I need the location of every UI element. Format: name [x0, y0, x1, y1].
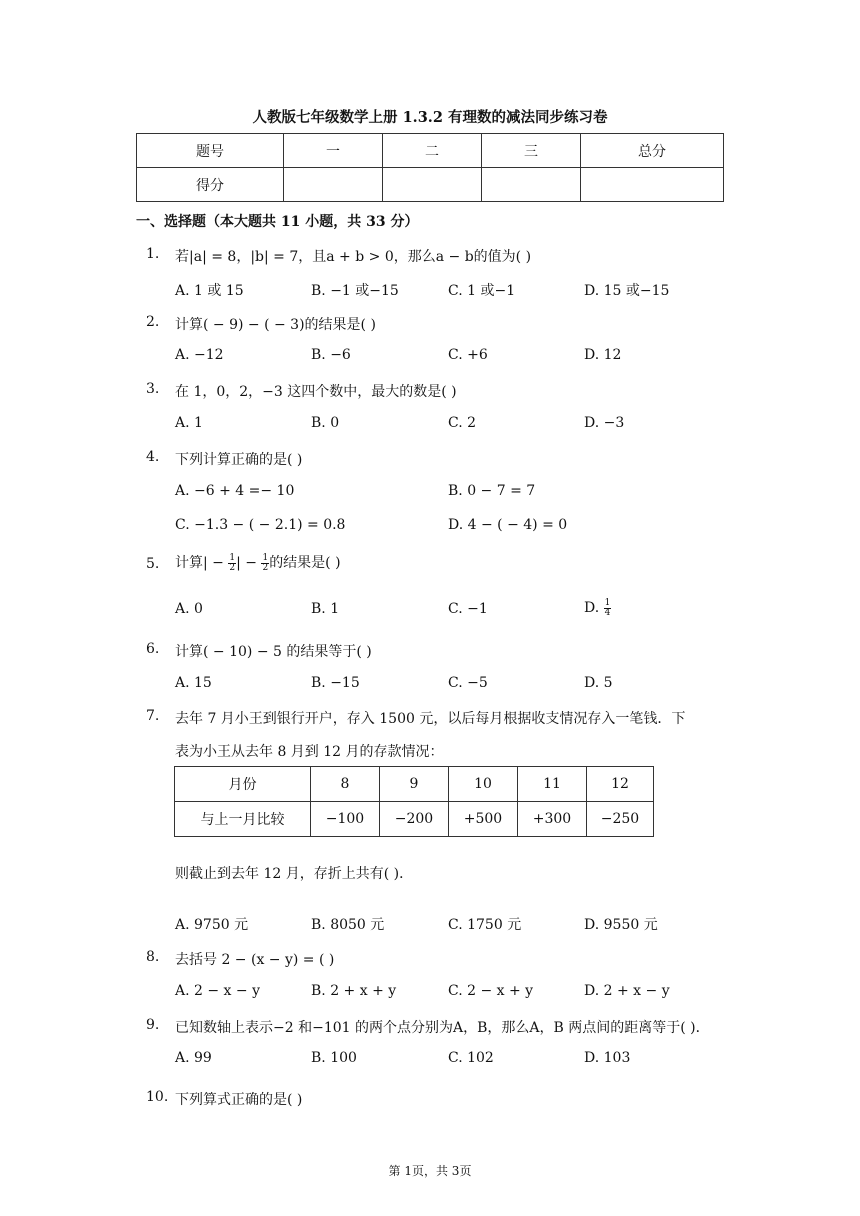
option-a: A. 15: [175, 675, 212, 691]
question-number: 8.: [146, 949, 160, 965]
question-text-part: 的结果是( ): [269, 555, 341, 571]
deposit-header-cell: 12: [587, 767, 654, 802]
option-c: C. 1750 元: [448, 917, 522, 933]
option-a: A. 9750 元: [175, 917, 249, 933]
question-text: 下列计算正确的是( ): [175, 452, 303, 468]
deposit-header-cell: 9: [380, 767, 449, 802]
score-table: [136, 133, 724, 202]
question-number: 7.: [146, 708, 160, 724]
deposit-cell: −250: [587, 802, 654, 837]
score-header-cell: 二: [383, 134, 482, 168]
option-c: C. 2 − x + y: [448, 983, 534, 999]
question-number: 4.: [146, 449, 160, 465]
question-text: 在 1，0，2，−3 这四个数中，最大的数是( ): [175, 384, 457, 400]
option-d: D. 2 + x − y: [584, 983, 670, 999]
question-text: 若|a| = 8，|b| = 7，且a + b > 0，那么a − b的值为( ): [175, 249, 532, 265]
question-text-part: | −: [236, 555, 262, 571]
option-d: D. 12: [584, 347, 622, 363]
question-text: 下列算式正确的是( ): [175, 1092, 303, 1108]
fraction-denominator: 2: [262, 562, 269, 573]
score-table-header-row: [137, 134, 724, 168]
option-a: A. 2 − x − y: [175, 983, 260, 999]
option-d: D. −3: [584, 415, 625, 431]
score-header-cell: 三: [482, 134, 581, 168]
question-text: 已知数轴上表示−2 和−101 的两个点分别为A，B，那么A，B 两点间的距离等于( )．: [175, 1020, 710, 1036]
score-cell: [284, 168, 383, 202]
option-c: C. −5: [448, 675, 488, 691]
document-title: 人教版七年级数学上册 1.3.2 有理数的减法同步练习卷: [252, 109, 608, 126]
option-b: B. −15: [311, 675, 360, 691]
score-cell: [383, 168, 482, 202]
option-d: D. 103: [584, 1050, 631, 1066]
question-number: 9.: [146, 1017, 160, 1033]
deposit-header-cell: 11: [518, 767, 587, 802]
score-header-cell: 一: [284, 134, 383, 168]
option-a: A. 99: [175, 1050, 212, 1066]
score-header-cell: 总分: [581, 134, 724, 168]
option-a: A. −12: [175, 347, 224, 363]
page-footer: 第 1页，共 3页: [388, 1164, 472, 1178]
deposit-cell: +500: [449, 802, 518, 837]
deposit-table: [174, 766, 654, 837]
fraction-denominator: 4: [604, 607, 611, 618]
option-c: C. +6: [448, 347, 488, 363]
fraction-numerator: 1: [604, 597, 611, 608]
option-d: D. 9550 元: [584, 917, 658, 933]
fraction-denominator: 2: [229, 562, 236, 573]
question-number: 6.: [146, 641, 160, 657]
fraction: [604, 599, 612, 618]
question-text: 计算( − 10) − 5 的结果等于( ): [175, 644, 372, 660]
option-a: A. 1: [175, 415, 203, 431]
score-table-row: [137, 168, 724, 202]
option-d: [584, 594, 611, 622]
fraction-numerator: 1: [229, 552, 236, 563]
deposit-cell: −200: [380, 802, 449, 837]
question-number: 10.: [146, 1089, 169, 1105]
fraction: [228, 554, 236, 573]
deposit-header-cell: 8: [311, 767, 380, 802]
option-c: C. −1.3 − ( − 2.1) = 0.8: [175, 517, 346, 533]
section-heading: 一、选择题（本大题共 11 小题，共 33 分）: [136, 214, 419, 230]
score-row-label: 得分: [137, 168, 284, 202]
question-number: 5.: [146, 556, 160, 572]
option-a: A. 0: [175, 601, 203, 617]
score-cell: [482, 168, 581, 202]
option-b: B. 100: [311, 1050, 357, 1066]
option-b: B. 1: [311, 601, 340, 617]
option-d: D. 5: [584, 675, 613, 691]
question-text-line3: 则截止到去年 12 月，存折上共有( )．: [175, 866, 414, 882]
deposit-header-cell: 10: [449, 767, 518, 802]
option-c: C. 2: [448, 415, 477, 431]
fraction-numerator: 1: [262, 552, 269, 563]
option-b: B. −1 或−15: [311, 283, 399, 299]
question-number: 3.: [146, 381, 160, 397]
score-cell: [581, 168, 724, 202]
option-a: A. 1 或 15: [175, 283, 244, 299]
option-d: D. 4 − ( − 4) = 0: [448, 517, 568, 533]
deposit-row: [175, 802, 654, 837]
option-c: C. 102: [448, 1050, 494, 1066]
question-text: [175, 549, 341, 577]
option-b: B. 0 − 7 = 7: [448, 483, 536, 499]
question-number: 1.: [146, 246, 160, 262]
deposit-header-row: [175, 767, 654, 802]
option-c: C. −1: [448, 601, 488, 617]
option-c: C. 1 或−1: [448, 283, 516, 299]
question-text-part: 计算| −: [175, 555, 229, 571]
question-text-line2: 表为小王从去年 8 月到 12 月的存款情况：: [175, 744, 444, 760]
question-text: 去括号 2 − (x − y) = ( ): [175, 952, 335, 968]
deposit-cell: +300: [518, 802, 587, 837]
option-b: B. 8050 元: [311, 917, 385, 933]
option-d: D. 15 或−15: [584, 283, 670, 299]
option-b: B. 0: [311, 415, 340, 431]
deposit-cell: −100: [311, 802, 380, 837]
question-number: 2.: [146, 314, 160, 330]
deposit-header-cell: 月份: [175, 767, 311, 802]
question-text: 去年 7 月小王到银行开户，存入 1500 元，以后每月根据收支情况存入一笔钱．下: [175, 711, 686, 727]
score-header-cell: 题号: [137, 134, 284, 168]
option-b: B. 2 + x + y: [311, 983, 397, 999]
option-a: A. −6 + 4 =− 10: [175, 483, 295, 499]
option-d-label: D.: [584, 600, 604, 616]
question-text: 计算( − 9) − ( − 3)的结果是( ): [175, 317, 376, 333]
option-b: B. −6: [311, 347, 351, 363]
deposit-row-label: 与上一月比较: [175, 802, 311, 837]
